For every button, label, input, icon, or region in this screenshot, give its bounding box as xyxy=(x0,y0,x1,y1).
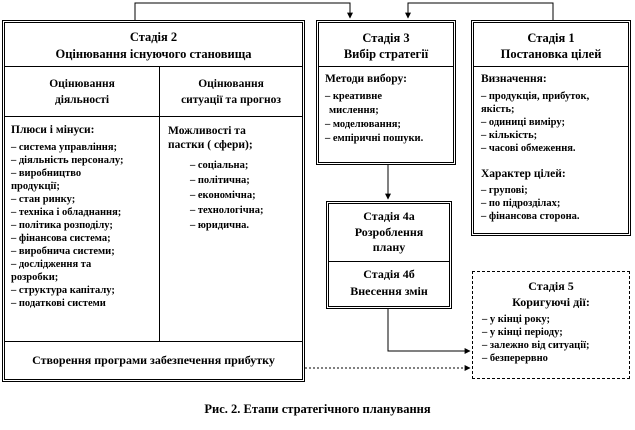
col2-header-line1: Оцінювання xyxy=(198,78,264,90)
list-item: – часові обмеження. xyxy=(481,143,576,154)
list-item: продукції; xyxy=(11,181,60,192)
arrow-stage2-to-stage3 xyxy=(135,3,350,20)
stage4b-title: Стадія 4б xyxy=(363,267,415,281)
list-item: якість; xyxy=(481,104,515,115)
list-item: – стан ринку; xyxy=(11,194,76,205)
list-item: – система управління; xyxy=(11,142,118,153)
stage2-subtitle: Оцінювання існуючого становища xyxy=(55,47,252,61)
stage2-title: Стадія 2 xyxy=(129,30,178,44)
opportunities-heading-line1: Можливості та xyxy=(168,125,246,137)
stage4a-subtitle-line2: плану xyxy=(372,240,406,254)
list-item: – кількість; xyxy=(481,130,538,141)
list-item: – креативне xyxy=(325,91,382,102)
list-item: – одиниці виміру; xyxy=(481,117,565,128)
stage3-methods-heading: Методи вибору: xyxy=(325,73,407,85)
list-item: – структура капіталу; xyxy=(11,285,115,296)
stage1-title: Стадія 1 xyxy=(527,31,575,45)
col2-header-line2: ситуації та прогноз xyxy=(181,94,281,106)
list-item: розробки; xyxy=(11,272,59,283)
stage2-footer: Створення програми забезпечення прибутку xyxy=(32,353,275,367)
stage4b-subtitle: Внесення змін xyxy=(350,284,428,298)
pluses-heading: Плюси і мінуси: xyxy=(11,124,95,136)
list-item: – техніка і обладнання; xyxy=(11,207,122,218)
stage5-title: Стадія 5 xyxy=(528,279,574,293)
list-item: – безперервно xyxy=(482,353,548,364)
arrow-stage1-to-stage3 xyxy=(408,3,553,20)
stage4a-title: Стадія 4а xyxy=(363,209,415,223)
stage5-subtitle: Коригуючі дії: xyxy=(512,295,590,309)
list-item: – у кінці року; xyxy=(482,314,550,325)
list-item: – юридична. xyxy=(190,220,249,231)
list-item: – групові; xyxy=(481,185,528,196)
stage1-character-heading: Характер цілей: xyxy=(481,168,566,180)
list-item: – податкові системи xyxy=(11,298,106,309)
list-item: – соціальна; xyxy=(190,160,249,171)
arrow-stage4-to-stage5 xyxy=(388,309,470,351)
list-item: – діяльність персоналу; xyxy=(11,155,124,166)
stage3-title: Стадія 3 xyxy=(362,31,410,45)
list-item: – виробництво xyxy=(11,168,82,179)
list-item: – дослідження та xyxy=(11,259,92,270)
col1-header-line2: діяльності xyxy=(54,94,110,106)
list-item: – політична; xyxy=(190,175,250,186)
list-item: – по підрозділах; xyxy=(481,198,561,209)
list-item: – фінансова система; xyxy=(11,233,111,244)
figure-caption: Рис. 2. Етапи стратегічного планування xyxy=(204,402,431,416)
list-item: мислення; xyxy=(329,105,379,116)
list-item: – технологічна; xyxy=(190,205,264,216)
opportunities-heading-line2: пастки ( сфери); xyxy=(168,139,253,151)
list-item: – економічна; xyxy=(190,190,256,201)
stage1-subtitle: Постановка цілей xyxy=(500,47,602,61)
stage3-subtitle: Вибір стратегії xyxy=(343,47,429,61)
list-item: – у кінці періоду; xyxy=(482,327,563,338)
list-item: – фінансова сторона. xyxy=(481,211,580,222)
list-item: – виробнича системи; xyxy=(11,246,115,257)
stage4a-subtitle-line1: Розроблення xyxy=(354,225,424,239)
list-item: – політика розподілу; xyxy=(11,220,113,231)
stage1-definition-heading: Визначення: xyxy=(481,73,547,85)
list-item: – залежно від ситуації; xyxy=(482,340,590,351)
list-item: – продукція, прибуток, xyxy=(481,91,590,102)
list-item: – моделювання; xyxy=(325,119,401,130)
col1-header-line1: Оцінювання xyxy=(49,78,115,90)
list-item: – емпіричні пошуки. xyxy=(325,133,424,144)
